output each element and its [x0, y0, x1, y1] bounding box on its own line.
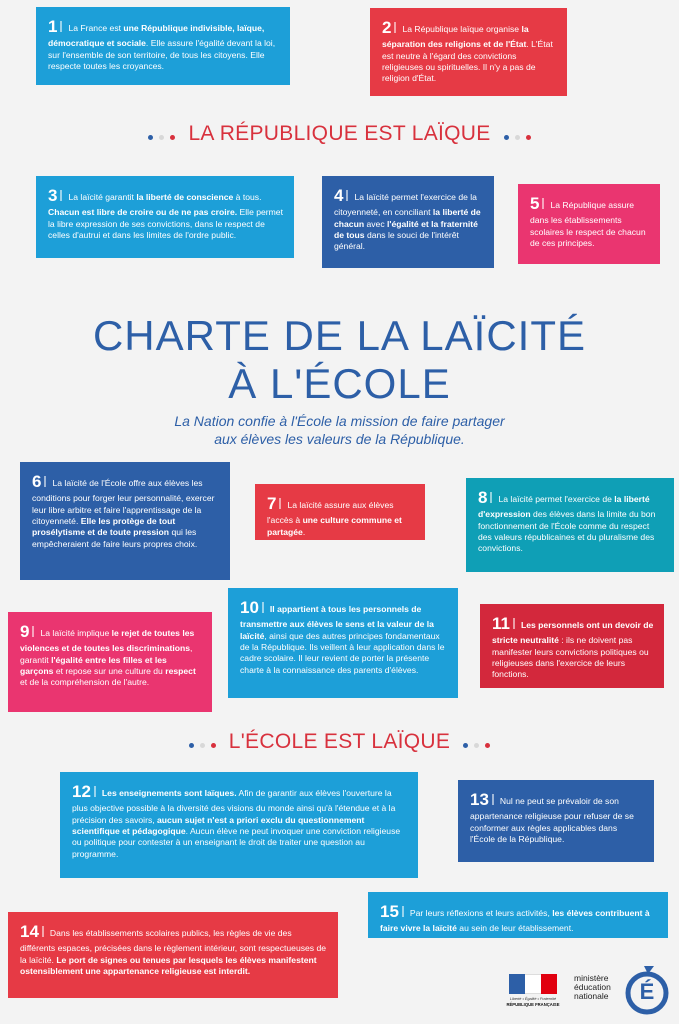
article-text-segment: dans le souci de l'intérêt général.: [334, 230, 459, 252]
decorative-dots: [186, 730, 219, 754]
article-text-segment: Nul ne peut se prévaloir de son appartenance religieuse pour refuser de se conformer aux règles applicables dans l'École de la République.: [470, 796, 634, 845]
article-11-card: [480, 604, 664, 688]
article-text-segment: . L'État est neutre à l'égard des convictions religieuses ou spirituelles. Il n'y a pas de religion d'État.: [382, 39, 553, 84]
article-number: 13: [470, 790, 489, 809]
article-number: 15: [380, 902, 399, 921]
article-text-segment: Afin de garantir aux élèves l'ouverture la plus objective possible à la diversité des visions du monde ainsi qu'à l'étendue et à la précision des savoirs,: [72, 788, 396, 825]
article-text-segment: Le port de signes ou tenues par lesquels les élèves manifestent ostensiblement une appartenance religieuse est interdit.: [20, 954, 317, 977]
article-number: 1: [48, 17, 58, 36]
article-text: [470, 796, 634, 844]
decorative-dots: [460, 730, 493, 754]
article-text-segment: Elle permet la libre expression de ses convictions, dans le respect de celles d'autrui et dans les limites de l'ordre public.: [48, 207, 283, 241]
article-text-segment: La République laïque organise: [402, 24, 522, 34]
article-2-card: [370, 8, 567, 96]
article-text: [240, 604, 444, 675]
article-text-segment: respect: [165, 666, 196, 677]
article-text-segment: Les enseignements sont laïques.: [101, 788, 237, 798]
article-text-segment: la liberté de conscience: [136, 192, 234, 202]
article-text-segment: la liberté d'expression: [478, 494, 650, 520]
section-title-ecole: L'ÉCOLE EST LAÏQUE: [0, 730, 679, 754]
article-12-card: [60, 772, 418, 878]
article-10-card: [228, 588, 458, 698]
article-text-segment: Dans les établissements scolaires publics, les règles de vie des différents espaces, précisées dans le règlement intérieur, sont respectueuses de la laïcité.: [20, 928, 327, 965]
article-text-segment: l'égalité entre les filles et les garçons: [20, 654, 167, 677]
article-text-segment: La laïcité implique: [40, 628, 112, 638]
article-number: 7: [267, 494, 277, 513]
article-number: 10: [240, 598, 259, 617]
rf-motto: Liberté • Égalité • Fraternité: [509, 997, 557, 1001]
article-text: [267, 500, 402, 537]
article-text: [48, 192, 283, 240]
article-text: [382, 24, 553, 83]
article-13-card: [458, 780, 654, 862]
article-text-segment: une République indivisible, laïque, démocratique et sociale: [48, 23, 265, 49]
republique-francaise-logo: [504, 974, 562, 1014]
article-text: [48, 23, 275, 71]
page-subtitle: La Nation confie à l'École la mission de faire partager aux élèves les valeurs de la République.: [174, 413, 505, 447]
article-text-segment: l'égalité et la fraternité de tous: [334, 218, 478, 241]
article-text-segment: La France est: [68, 23, 124, 33]
article-3-card: [36, 176, 294, 258]
article-text-segment: Elle les protège de tout prosélytisme et de toute pression: [32, 516, 176, 538]
article-text: [334, 192, 481, 251]
article-text-segment: à tous.: [233, 192, 262, 202]
section-title-republique: LA RÉPUBLIQUE EST LAÏQUE: [0, 122, 679, 146]
education-logo-icon: É: [624, 964, 670, 1016]
article-number: 3: [48, 186, 58, 205]
article-text-segment: et de la compréhension de l'autre.: [20, 677, 150, 688]
article-number: 12: [72, 782, 91, 801]
article-text-segment: les élèves contribuent à faire vivre la laïcité: [380, 908, 650, 934]
marianne-flag-icon: [509, 974, 557, 994]
rf-name: RÉPUBLIQUE FRANÇAISE: [506, 1002, 560, 1007]
article-text-segment: Par leurs réflexions et leurs activités,: [409, 908, 553, 918]
article-4-card: [322, 176, 494, 268]
article-text: [20, 628, 196, 687]
article-number: 14: [20, 922, 39, 941]
article-text-segment: Il appartient à tous les personnels de transmettre aux élèves le sens et la valeur de la laïcité: [240, 604, 434, 641]
article-text-segment: la liberté de chacun: [334, 207, 481, 229]
article-text-segment: une culture commune et partagée: [267, 515, 402, 537]
article-text-segment: des élèves dans la limite du bon fonctionnement de l'École comme du respect des valeurs républicaines et du pluralisme des convictions.: [478, 509, 656, 554]
article-text-segment: la séparation des religions et de l'État: [382, 24, 529, 50]
article-9-card: [8, 612, 212, 712]
article-6-card: [20, 462, 230, 580]
article-text: [478, 494, 655, 553]
article-text-segment: le rejet de toutes les violences et de toutes les discriminations: [20, 628, 195, 654]
article-text-segment: .: [302, 526, 306, 537]
article-number: 4: [334, 186, 344, 205]
article-text: [32, 478, 214, 549]
article-text-segment: avec: [364, 218, 388, 229]
article-text-segment: aucun sujet n'est a priori exclu du questionnement scientifique et pédagogique: [72, 814, 365, 837]
article-text-segment: La laïcité permet l'exercice de: [498, 494, 615, 504]
decorative-dots: [145, 122, 178, 146]
article-text-segment: La laïcité de l'École offre aux élèves les conditions pour forger leur personnalité, exercer leur libre arbitre et faire l'apprentissage de la citoyenneté.: [32, 478, 215, 527]
article-text-segment: Chacun est libre de croire ou de ne pas croire.: [48, 207, 238, 218]
article-text-segment: , ainsi que des autres principes fondamentaux de la République. Ils veillent à leur application dans le cadre scolaire. Il leur revient de porter la présente charte à la connaissance des parents d'élèves.: [240, 630, 445, 675]
article-text-segment: : ils ne doivent pas manifester leurs convictions politiques ou religieuses dans l'exercice de leurs fonctions.: [492, 635, 649, 680]
article-text-segment: , garantit: [20, 643, 193, 665]
article-text: [20, 928, 326, 976]
article-text-segment: La laïcité permet l'exercice de la citoyenneté, en conciliant: [334, 192, 477, 218]
article-14-card: [8, 912, 338, 998]
article-text-segment: La laïcité garantit: [68, 192, 137, 202]
footer-logos: [504, 964, 674, 1018]
article-text-segment: Les personnels ont un devoir de stricte neutralité: [492, 620, 654, 646]
article-number: 2: [382, 18, 392, 37]
article-15-card: [368, 892, 668, 938]
article-number: 5: [530, 194, 540, 213]
article-number: 9: [20, 622, 30, 641]
article-7-card: [255, 484, 425, 540]
article-text-segment: La laïcité assure aux élèves l'accès à: [267, 500, 394, 526]
ministry-name: ministère éducation nationale: [574, 973, 611, 1001]
article-text: [380, 908, 650, 933]
article-text: [72, 788, 400, 859]
article-text: [530, 200, 646, 248]
article-number: 6: [32, 472, 42, 491]
article-text-segment: qui les empêcheraient de faire leurs propres choix.: [32, 527, 198, 549]
page-title: CHARTE DE LA LAÏCITÉ À L'ÉCOLE: [92, 312, 587, 407]
article-text-segment: et repose sur une culture du: [53, 666, 166, 677]
article-number: 11: [492, 614, 510, 633]
article-1-card: [36, 7, 290, 85]
decorative-dots: [501, 122, 534, 146]
article-8-card: [466, 478, 674, 572]
article-5-card: [518, 184, 660, 264]
article-text-segment: . Elle assure l'égalité devant la loi, sur l'ensemble de son territoire, de tous les citoyens. Elle respecte toutes les croyances.: [48, 38, 276, 72]
article-text-segment: au sein de leur établissement.: [456, 923, 574, 934]
article-text: [492, 620, 653, 679]
article-text-segment: La République assure dans les établissements scolaires le respect de chacun de ces principes.: [530, 200, 646, 249]
article-number: 8: [478, 488, 488, 507]
article-text-segment: . Aucun élève ne peut invoquer une conviction religieuse ou politique pour contester à un enseignant le droit de traiter une question au programme.: [72, 826, 401, 859]
